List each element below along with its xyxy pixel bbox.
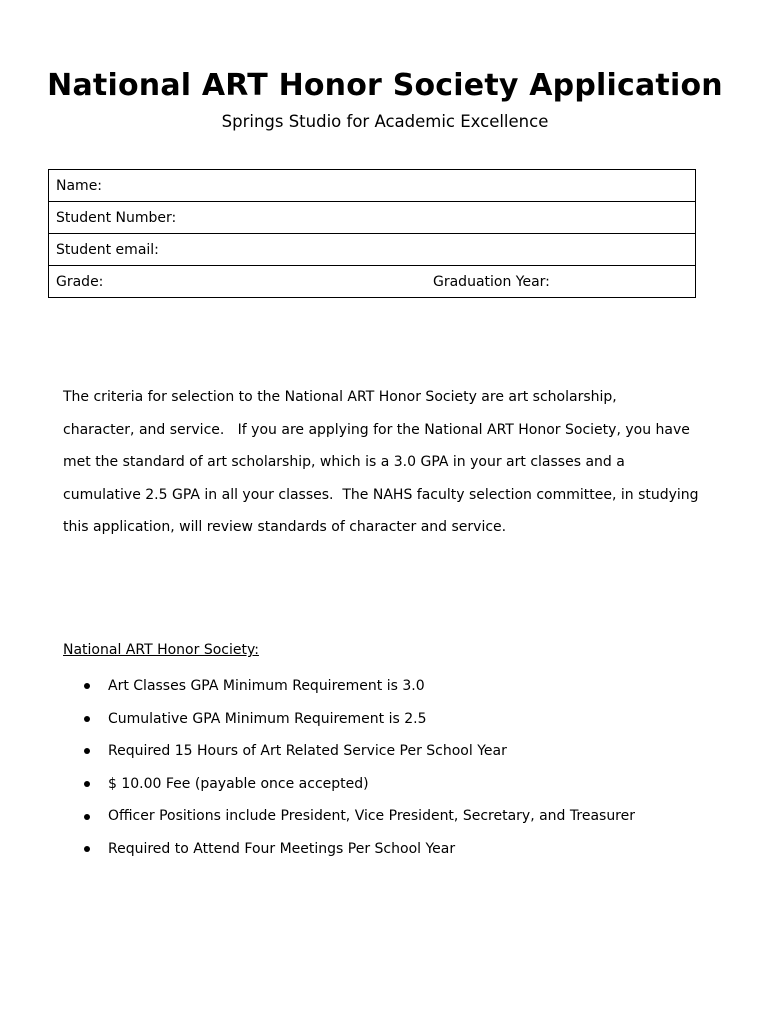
list-item [84,833,635,866]
student-email-label: Student email: [56,241,159,258]
requirements-list [84,670,635,866]
student-email-field[interactable] [49,234,696,266]
grade-label: Grade: [56,273,104,290]
list-item [84,703,635,736]
grade-graduation-field[interactable] [49,266,696,298]
intro-line: this application, will review standards of character and service. [63,519,507,535]
list-item-text: Cumulative GPA Minimum Requirement is 2.5 [108,710,427,727]
grade-row [49,266,696,298]
page-title: National ART Honor Society Application [47,68,723,103]
graduation-year-label: Graduation Year: [433,273,550,290]
intro-line: The criteria for selection to the National ART Honor Society are art scholarship, [63,389,617,405]
intro-line: character, and service. If you are applying for the National ART Honor Society, you have [63,421,690,438]
page-subtitle: Springs Studio for Academic Excellence [221,112,549,131]
intro-line: cumulative 2.5 GPA in all your classes. The NAHS faculty selection committee, in studying [63,486,699,503]
bullet-icon [84,748,90,754]
bullet-icon [84,683,90,689]
list-item-text: Art Classes GPA Minimum Requirement is 3.0 [108,678,425,694]
list-item-text: $ 10.00 Fee (payable once accepted) [108,775,369,792]
bullet-icon [84,846,90,852]
name-field[interactable] [49,170,696,202]
name-label: Name: [56,177,103,194]
student-email-row [49,234,696,266]
grade-row-content [56,274,688,290]
list-item-text: Officer Positions include President, Vice President, Secretary, and Treasurer [108,808,636,825]
list-item [84,768,635,801]
bullet-icon [84,716,90,722]
intro-line: met the standard of art scholarship, which is a 3.0 GPA in your art classes and a [63,454,625,470]
list-item-text: Required to Attend Four Meetings Per School Year [108,840,456,857]
name-row [49,170,696,202]
student-info-table [48,169,696,298]
bullet-icon [84,781,90,787]
intro-paragraph [63,381,713,544]
list-item-text: Required 15 Hours of Art Related Service Per School Year [108,743,507,760]
student-number-label: Student Number: [56,209,177,226]
student-number-field[interactable] [49,202,696,234]
list-item [84,670,635,703]
list-item [84,800,635,833]
requirements-heading: National ART Honor Society: [63,642,259,658]
list-item [84,735,635,768]
student-number-row [49,202,696,234]
bullet-icon [84,814,90,820]
